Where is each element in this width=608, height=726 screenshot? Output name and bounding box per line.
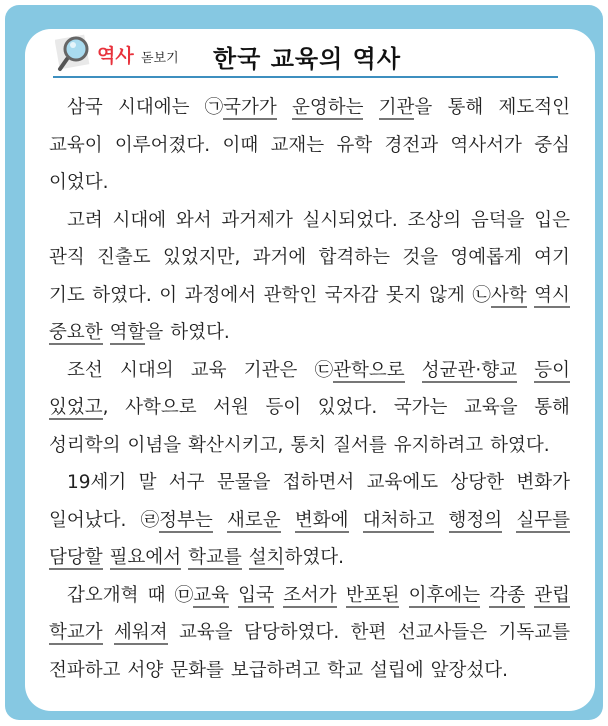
word: [333, 427, 387, 465]
word: [191, 352, 227, 390]
word: [398, 614, 487, 652]
word: [238, 577, 274, 615]
word: [67, 352, 103, 390]
word: [213, 389, 249, 427]
text: 시대에: [112, 209, 167, 231]
text: 서원: [213, 397, 249, 418]
text: 삼국: [67, 97, 103, 118]
text: 말: [138, 472, 157, 493]
text: 교육: [190, 359, 227, 381]
text: 이루어졌다.: [114, 134, 211, 156]
paragraph: [49, 352, 570, 465]
word: [303, 202, 398, 240]
word: [450, 464, 504, 502]
text: 전파하고: [49, 659, 121, 681]
text: 서구: [168, 472, 205, 493]
underlined-text: 세워져: [114, 622, 168, 643]
text-line: [49, 389, 570, 427]
text: 과거에: [252, 247, 307, 268]
text: 못지: [385, 284, 422, 306]
underlined-text: 국가가: [223, 97, 277, 118]
word: [110, 539, 181, 577]
text: 질서를: [333, 434, 387, 456]
word: [49, 652, 120, 690]
text-line: [49, 164, 570, 202]
text: 보급하려고: [230, 659, 321, 681]
text-line: [49, 277, 570, 315]
text: 진출도: [97, 247, 151, 268]
underlined-text: 반포된: [345, 584, 400, 606]
text: 시대의: [119, 359, 174, 381]
underlined-text: 관립: [534, 584, 570, 606]
text: 등이: [265, 397, 302, 418]
text: 하였다.: [490, 434, 550, 456]
word: [534, 202, 570, 240]
underlined-text: 이후에는: [408, 584, 481, 606]
text: 역사서가: [450, 134, 522, 156]
word: [114, 614, 168, 652]
text: 앞장섰다.: [430, 659, 508, 681]
word: [290, 427, 326, 465]
word: [450, 239, 521, 277]
text-line: [49, 427, 570, 465]
word: [450, 127, 521, 165]
content-card: [25, 29, 595, 711]
word: [118, 89, 189, 127]
text: 학교: [327, 659, 363, 681]
underlined-text: 학교가: [49, 622, 103, 643]
word: [67, 202, 103, 240]
word: [49, 389, 109, 427]
word: [402, 239, 438, 277]
underlined-text: 성균관·향교: [421, 359, 518, 381]
word: [179, 614, 233, 652]
text: ㉠: [204, 97, 224, 118]
paragraph: [49, 577, 570, 690]
word: [141, 502, 213, 540]
word: [115, 127, 210, 165]
text: 성리학의: [49, 434, 121, 456]
text: 유학: [336, 134, 373, 156]
underlined-text: 입국: [238, 584, 274, 606]
text: 확산시키고,: [188, 434, 284, 456]
word: [49, 239, 85, 277]
text: 영예롭게: [450, 247, 522, 268]
word: [346, 577, 400, 615]
word: [379, 89, 433, 127]
underlined-text: 운영하는: [291, 97, 364, 118]
underlined-text: 기관: [378, 97, 415, 118]
word: [244, 352, 298, 390]
word: [188, 539, 242, 577]
text: 국자감: [324, 284, 379, 306]
underlined-text: 실무를: [516, 509, 570, 531]
word: [159, 277, 177, 315]
word: [498, 89, 569, 127]
text: 통해: [534, 397, 570, 418]
frame: [5, 5, 603, 720]
header: [25, 29, 595, 79]
text: 관학인: [263, 284, 318, 306]
word: [163, 239, 240, 277]
text: 과정에서: [184, 284, 257, 306]
text: 교육에도: [366, 472, 439, 493]
word: [249, 539, 344, 577]
word: [384, 127, 438, 165]
word: [125, 389, 196, 427]
word: [170, 314, 230, 352]
word: [264, 277, 318, 315]
text: 것을: [402, 247, 439, 268]
word: [449, 502, 503, 540]
text: ㉣: [140, 509, 160, 531]
text: 하였다.: [170, 322, 230, 343]
text: 유지하려고: [393, 434, 484, 456]
text-line: [49, 464, 570, 502]
text-line: [49, 652, 570, 690]
text: 일어났다.: [49, 509, 127, 531]
word: [185, 277, 256, 315]
text: ㉡: [472, 284, 491, 306]
underlined-text: 새로운: [227, 509, 281, 531]
text: 통해: [447, 97, 484, 118]
underlined-text: 역할: [109, 322, 146, 343]
text: 담당하였다.: [244, 622, 340, 643]
underlined-text: 역시: [534, 284, 570, 306]
underlined-text: 학교를: [188, 547, 242, 568]
text: 경전과: [384, 134, 439, 156]
word: [367, 464, 438, 502]
word: [170, 652, 224, 690]
text-line: [49, 314, 570, 352]
text-line: [49, 539, 570, 577]
word: [148, 577, 166, 615]
text-line: [49, 89, 570, 127]
text: 있었지만,: [162, 247, 241, 268]
word: [222, 127, 258, 165]
text: 시대에는: [117, 97, 190, 118]
word: [217, 464, 271, 502]
underlined-text: 행정의: [448, 509, 503, 531]
underlined-text: 대처하고: [362, 509, 435, 531]
word: [49, 164, 109, 202]
text-line: [49, 202, 570, 240]
text: 을: [414, 97, 433, 118]
word: [176, 202, 212, 240]
text: 문물을: [216, 472, 271, 493]
underlined-text: 설치: [248, 547, 285, 568]
text: 실시되었다.: [302, 209, 398, 231]
text: 19세기: [67, 472, 127, 493]
text: 상당한: [450, 472, 505, 493]
word: [534, 389, 570, 427]
word: [408, 202, 462, 240]
text: 변화가: [516, 472, 570, 493]
word: [471, 202, 525, 240]
text: 고려: [67, 209, 103, 231]
word: [221, 202, 292, 240]
word: [386, 277, 422, 315]
text: 하였다.: [92, 284, 152, 306]
underlined-text: 조서가: [283, 584, 337, 606]
text: 이념을: [127, 434, 182, 456]
word: [489, 577, 525, 615]
word: [327, 652, 363, 690]
text: 이때: [222, 134, 259, 156]
text: 관직: [49, 247, 85, 268]
word: [175, 577, 229, 615]
word: [205, 89, 277, 127]
text: 이었다.: [49, 172, 109, 193]
word: [534, 577, 570, 615]
word: [67, 89, 103, 127]
word: [498, 614, 569, 652]
word: [429, 277, 465, 315]
word: [448, 89, 484, 127]
text: 합격하는: [318, 247, 391, 268]
word: [127, 427, 181, 465]
word: [394, 389, 448, 427]
text: 조선: [67, 359, 103, 381]
article-body: [49, 89, 570, 689]
word: [464, 389, 518, 427]
text: 않게: [429, 284, 465, 306]
text: 기도: [49, 284, 85, 306]
word: [49, 427, 120, 465]
magnifier-icon: [55, 33, 95, 73]
section-brand: 역사: [97, 45, 134, 67]
text: ,: [102, 397, 109, 418]
underlined-text: 변화에: [294, 509, 349, 531]
text: 기독교를: [498, 622, 570, 643]
header-divider: [53, 76, 558, 78]
text: 와서: [175, 209, 212, 231]
underlined-text: 필요에서: [109, 547, 182, 568]
text: 여기: [534, 247, 570, 268]
word: [97, 239, 151, 277]
underlined-text: 담당할: [49, 547, 103, 568]
word: [169, 464, 205, 502]
text: 교육을: [464, 397, 518, 418]
word: [253, 239, 307, 277]
word: [534, 127, 570, 165]
word: [534, 239, 570, 277]
word: [325, 277, 379, 315]
text: 중심: [534, 134, 570, 156]
underlined-text: 각종: [489, 584, 526, 606]
word: [318, 389, 378, 427]
text: 교육이: [49, 134, 103, 156]
underlined-text: 관학으로: [333, 359, 405, 381]
text-line: [49, 127, 570, 165]
underlined-text: 중요한: [49, 322, 103, 343]
word: [422, 352, 517, 390]
word: [516, 502, 570, 540]
word: [363, 502, 434, 540]
word: [188, 427, 283, 465]
word: [49, 614, 103, 652]
word: [265, 389, 301, 427]
word: [139, 464, 157, 502]
word: [534, 277, 570, 315]
text: 통치: [290, 434, 327, 456]
word: [295, 502, 349, 540]
text: 때: [147, 584, 166, 606]
paragraph: [49, 202, 570, 352]
word: [336, 127, 372, 165]
text: 설립에: [369, 659, 424, 681]
text: ㉢: [314, 359, 334, 381]
underlined-text: 있었고: [49, 397, 103, 418]
text: ㉤: [174, 584, 194, 606]
word: [394, 427, 483, 465]
word: [49, 502, 126, 540]
underlined-text: 사학: [490, 284, 527, 306]
text: 이: [159, 284, 178, 306]
word: [92, 277, 152, 315]
word: [127, 652, 163, 690]
word: [49, 539, 103, 577]
text: 접하면서: [282, 472, 355, 493]
word: [67, 464, 126, 502]
text: 교재는: [270, 134, 325, 156]
word: [431, 652, 508, 690]
word: [319, 239, 390, 277]
word: [283, 577, 337, 615]
word: [472, 277, 526, 315]
word: [244, 614, 339, 652]
word: [283, 464, 354, 502]
word: [49, 127, 103, 165]
word: [490, 427, 550, 465]
word: [112, 202, 166, 240]
text: 문화를: [170, 659, 224, 681]
text: 과거제가: [221, 209, 293, 231]
word: [351, 614, 387, 652]
text: 교육을: [179, 622, 233, 643]
underlined-text: 등이: [534, 359, 570, 381]
word: [231, 652, 320, 690]
word: [534, 352, 570, 390]
word: [49, 277, 85, 315]
word: [227, 502, 281, 540]
underlined-text: 정부는: [159, 509, 213, 531]
text: 하였다.: [284, 547, 344, 568]
text: 선교사들은: [397, 622, 488, 643]
text-line: [49, 614, 570, 652]
word: [315, 352, 405, 390]
underlined-text: 교육: [193, 584, 229, 606]
text-line: [49, 239, 570, 277]
word: [271, 127, 325, 165]
word: [292, 89, 363, 127]
section-brand-sub: 돋보기: [141, 51, 179, 66]
page-title: 한국 교육의 역사: [213, 45, 401, 73]
text: 갑오개혁: [67, 584, 139, 606]
text: 기관은: [243, 359, 298, 381]
text-line: [49, 577, 570, 615]
word: [67, 577, 138, 615]
word: [516, 464, 570, 502]
word: [49, 314, 103, 352]
text-line: [49, 352, 570, 390]
text: 음덕을: [470, 209, 525, 231]
text: 제도적인: [498, 97, 570, 118]
word: [370, 652, 424, 690]
text: 서양: [127, 659, 164, 681]
paragraph: [49, 89, 570, 202]
text: 을: [145, 322, 164, 343]
word: [409, 577, 480, 615]
paragraph: [49, 464, 570, 577]
text: 조상의: [407, 209, 462, 231]
text: 있었다.: [317, 397, 378, 418]
text: 사학으로: [125, 397, 197, 418]
text: 한편: [350, 622, 387, 643]
word: [110, 314, 164, 352]
text: 입은: [534, 209, 570, 231]
text-line: [49, 502, 570, 540]
text: 국가는: [393, 397, 448, 418]
word: [120, 352, 174, 390]
